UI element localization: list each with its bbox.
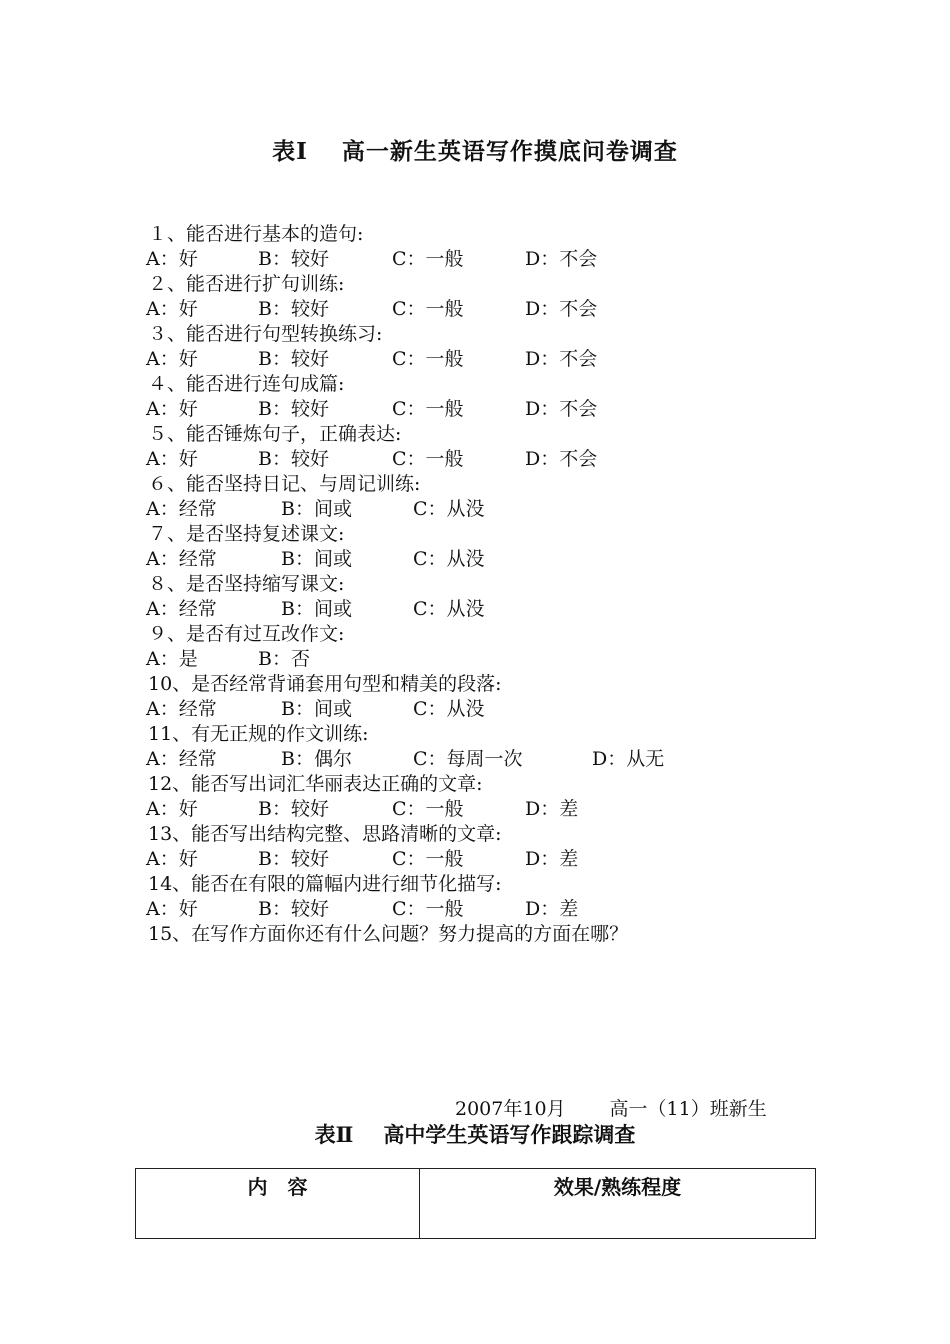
table-1-label: 表Ⅰ [272, 138, 308, 165]
survey-title-2 [0, 1119, 950, 1149]
tracking-table-header-row [136, 1169, 816, 1239]
answer-option: B：较好 [258, 348, 329, 370]
answer-option: A：好 [146, 298, 198, 320]
column-header-content: 内 容 [136, 1169, 420, 1239]
answer-option: D：不会 [525, 298, 598, 320]
answer-option: D：差 [525, 798, 579, 820]
question-15: 15、在写作方面你还有什么问题？努力提高的方面在哪？ [148, 923, 629, 945]
answer-option: A：好 [146, 798, 198, 820]
question-5: ５、能否锤炼句子，正确表达: [148, 423, 402, 445]
answer-option: D：不会 [525, 348, 598, 370]
answer-option: D：差 [525, 848, 579, 870]
answer-option: C：一般 [392, 798, 464, 820]
answer-option: A：好 [146, 848, 198, 870]
answer-option: A：好 [146, 398, 198, 420]
answer-options-2 [146, 297, 664, 322]
answer-option: B：较好 [258, 448, 329, 470]
answer-option: B：较好 [258, 798, 329, 820]
question-4: ４、能否进行连句成篇: [148, 373, 345, 395]
question-10: 10、是否经常背诵套用句型和精美的段落: [148, 673, 502, 695]
answer-option: B：否 [258, 648, 310, 670]
column-header-effect: 效果/熟练程度 [420, 1169, 816, 1239]
answer-options-6 [146, 497, 664, 522]
answer-option: A：好 [146, 248, 198, 270]
question-list [146, 222, 664, 947]
table-2-label: 表Ⅱ [314, 1122, 354, 1147]
answer-option: B：较好 [258, 248, 329, 270]
answer-options-14 [146, 897, 664, 922]
question-6: ６、能否坚持日记、与周记训练: [148, 473, 421, 495]
answer-option: A：经常 [146, 548, 217, 570]
answer-option: A：好 [146, 348, 198, 370]
answer-option: D：不会 [525, 398, 598, 420]
answer-options-4 [146, 397, 664, 422]
answer-option: B：较好 [258, 298, 329, 320]
answer-option: B：较好 [258, 398, 329, 420]
answer-option: C：从没 [413, 598, 485, 620]
answer-option: C：一般 [392, 298, 464, 320]
answer-option: B：偶尔 [281, 748, 352, 770]
answer-option: B：间或 [281, 598, 352, 620]
answer-options-10 [146, 697, 664, 722]
question-8: ８、是否坚持缩写课文: [148, 573, 345, 595]
answer-options-11 [146, 747, 664, 772]
answer-option: C：从没 [413, 548, 485, 570]
answer-option: D：从无 [592, 748, 665, 770]
answer-option: C：从没 [413, 698, 485, 720]
tracking-table [135, 1168, 816, 1239]
question-13: 13、能否写出结构完整、思路清晰的文章: [148, 823, 502, 845]
answer-option: B：较好 [258, 848, 329, 870]
answer-option: C：一般 [392, 848, 464, 870]
question-9: ９、是否有过互改作文: [148, 623, 345, 645]
question-3: ３、能否进行句型转换练习: [148, 323, 383, 345]
answer-option: A：好 [146, 898, 198, 920]
answer-option: A：是 [146, 648, 198, 670]
answer-option: D：不会 [525, 448, 598, 470]
answer-options-1 [146, 247, 664, 272]
answer-options-13 [146, 847, 664, 872]
answer-option: C：一般 [392, 898, 464, 920]
survey-date: 2007年10月 [455, 1098, 566, 1120]
survey-title-1 [0, 133, 950, 166]
answer-option: B：间或 [281, 548, 352, 570]
question-2: ２、能否进行扩句训练: [148, 273, 345, 295]
survey-class: 高一（11）班新生 [609, 1098, 767, 1120]
question-14: 14、能否在有限的篇幅内进行细节化描写: [148, 873, 502, 895]
answer-option: D：差 [525, 898, 579, 920]
answer-option: C：一般 [392, 448, 464, 470]
answer-option: C：从没 [413, 498, 485, 520]
answer-option: B：较好 [258, 898, 329, 920]
answer-option: A：经常 [146, 498, 217, 520]
answer-option: D：不会 [525, 248, 598, 270]
question-1: １、能否进行基本的造句: [148, 223, 364, 245]
table-2-title: 高中学生英语写作跟踪调查 [383, 1122, 636, 1147]
answer-options-8 [146, 597, 664, 622]
answer-option: C：每周一次 [413, 748, 523, 770]
answer-option: B：间或 [281, 498, 352, 520]
answer-option: A：经常 [146, 598, 217, 620]
answer-option: C：一般 [392, 348, 464, 370]
answer-option: A：经常 [146, 748, 217, 770]
question-12: 12、能否写出词汇华丽表达正确的文章: [148, 773, 483, 795]
answer-options-7 [146, 547, 664, 572]
answer-options-9 [146, 647, 664, 672]
answer-option: A：经常 [146, 698, 217, 720]
answer-option: C：一般 [392, 398, 464, 420]
question-7: ７、是否坚持复述课文: [148, 523, 345, 545]
answer-options-3 [146, 347, 664, 372]
survey-footer [455, 1094, 767, 1121]
answer-option: A：好 [146, 448, 198, 470]
answer-options-5 [146, 447, 664, 472]
answer-options-12 [146, 797, 664, 822]
answer-option: C：一般 [392, 248, 464, 270]
table-1-title: 高一新生英语写作摸底问卷调查 [341, 138, 678, 165]
question-11: 11、有无正规的作文训练: [148, 723, 369, 745]
answer-option: B：间或 [281, 698, 352, 720]
